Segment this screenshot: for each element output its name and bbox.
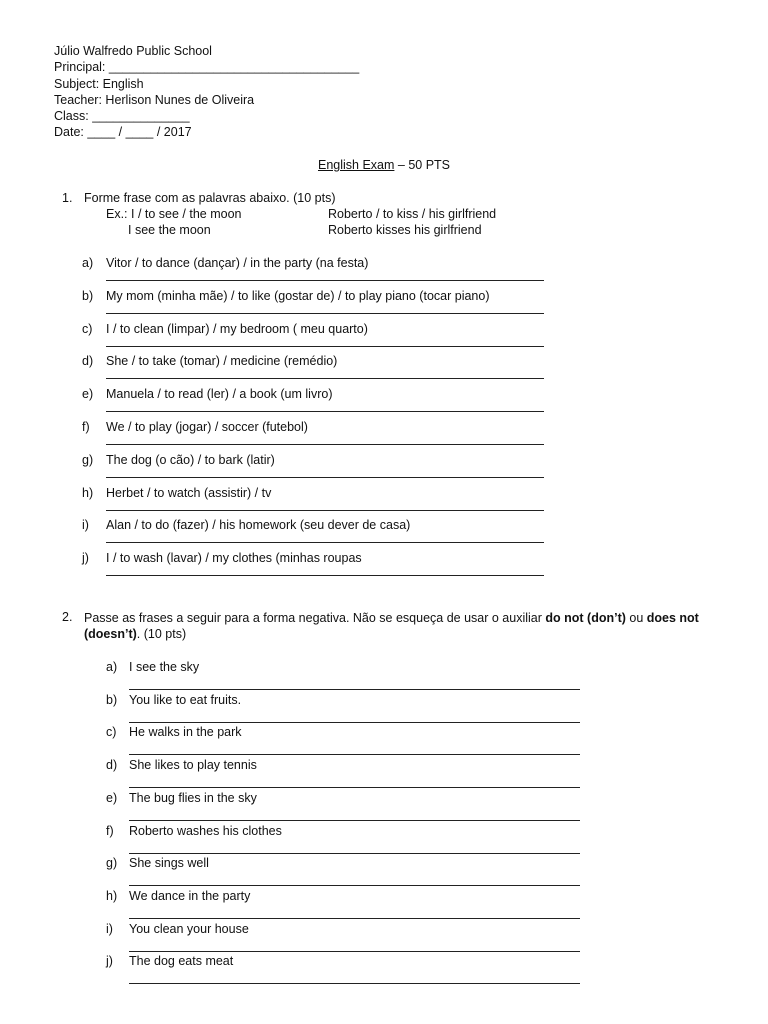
answer-line[interactable]	[129, 853, 580, 854]
date-field: Date: ____ / ____ / 2017	[54, 125, 192, 140]
answer-line[interactable]	[106, 444, 544, 445]
question-2-instruction	[84, 610, 724, 642]
answer-line[interactable]	[106, 346, 544, 347]
item-prompt: Roberto washes his clothes	[129, 823, 282, 838]
subject-field: Subject: English	[54, 76, 144, 91]
item-prompt: Manuela / to read (ler) / a book (um livro)	[106, 387, 333, 402]
item-prompt: I see the sky	[129, 660, 200, 674]
answer-line[interactable]	[129, 885, 580, 886]
item-letter: b)	[82, 288, 94, 303]
answer-line[interactable]	[129, 689, 580, 690]
item-prompt: She likes to play tennis	[129, 758, 257, 773]
item-letter: d)	[106, 758, 118, 773]
answer-line[interactable]	[129, 951, 580, 952]
item-prompt: I / to clean (limpar) / my bedroom ( meu quarto)	[106, 321, 368, 336]
answer-line[interactable]	[106, 542, 544, 543]
item-prompt: Alan / to do (fazer) / his homework (seu dever de casa)	[106, 518, 411, 533]
item-prompt: We dance in the party	[129, 888, 251, 903]
item-prompt: The dog eats meat	[129, 954, 234, 969]
example-a-prompt: Ex.: I / to see / the moon	[106, 207, 242, 221]
question-2-number: 2.	[62, 610, 73, 624]
example-a-answer: I see the moon	[128, 223, 211, 237]
item-prompt: You clean your house	[129, 921, 249, 936]
answer-line[interactable]	[129, 983, 580, 984]
class-field: Class: ______________	[54, 109, 190, 124]
item-prompt: He walks in the park	[129, 725, 242, 740]
item-letter: i)	[82, 518, 89, 533]
item-prompt: We / to play (jogar) / soccer (futebol)	[106, 420, 308, 434]
item-letter: e)	[106, 790, 118, 805]
answer-line[interactable]	[129, 820, 580, 821]
answer-line[interactable]	[129, 787, 580, 788]
item-prompt: Vitor / to dance (dançar) / in the party (na festa)	[106, 256, 369, 270]
answer-line[interactable]	[129, 722, 580, 723]
item-letter: j)	[106, 954, 113, 969]
answer-line[interactable]	[106, 411, 544, 412]
question-2-instruction-dont: do not (don’t)	[545, 611, 626, 625]
answer-line[interactable]	[129, 918, 580, 919]
item-letter: f)	[82, 420, 90, 434]
item-letter: c)	[82, 321, 93, 336]
answer-line[interactable]	[129, 754, 580, 755]
item-prompt: The dog (o cão) / to bark (latir)	[106, 452, 275, 467]
question-2-instruction-part-3: . (10 pts)	[136, 627, 187, 641]
item-letter: c)	[106, 725, 117, 740]
answer-line[interactable]	[106, 313, 544, 314]
item-letter: g)	[106, 856, 118, 871]
question-2-instruction-doesnt: does not (doesn’t)	[84, 611, 699, 641]
item-prompt: My mom (minha mãe) / to like (gostar de) / to play piano (tocar piano)	[106, 288, 490, 303]
item-prompt: You like to eat fruits.	[129, 692, 242, 707]
item-letter: h)	[82, 485, 94, 500]
item-prompt: She / to take (tomar) / medicine (remédio)	[106, 354, 338, 369]
item-letter: f)	[106, 823, 114, 838]
item-prompt: She sings well	[129, 856, 209, 871]
item-letter: a)	[106, 660, 118, 674]
item-prompt: The bug flies in the sky	[129, 790, 257, 805]
item-prompt: Herbet / to watch (assistir) / tv	[106, 485, 272, 500]
principal-field: Principal: ____________________________________	[54, 60, 360, 75]
answer-line[interactable]	[106, 378, 544, 379]
item-letter: h)	[106, 888, 118, 903]
answer-line[interactable]	[106, 510, 544, 511]
example-b-prompt: Roberto / to kiss / his girlfriend	[328, 207, 497, 221]
example-b-answer: Roberto kisses his girlfriend	[328, 223, 482, 237]
question-2-instruction-part-1: Passe as frases a seguir para a forma negativa. Não se esqueça de usar o auxiliar	[84, 611, 546, 625]
item-letter: d)	[82, 354, 94, 369]
item-letter: b)	[106, 692, 118, 707]
item-prompt: I / to wash (lavar) / my clothes (minhas roupas	[106, 551, 362, 566]
question-1-instruction: Forme frase com as palavras abaixo. (10 pts)	[84, 191, 336, 205]
item-letter: j)	[82, 551, 89, 566]
teacher-field: Teacher: Herlison Nunes de Oliveira	[54, 92, 255, 107]
question-1-number: 1.	[62, 191, 73, 205]
exam-header	[54, 43, 359, 141]
item-letter: a)	[82, 256, 94, 270]
exam-title-points: – 50 PTS	[394, 158, 451, 172]
item-letter: g)	[82, 452, 94, 467]
answer-line[interactable]	[106, 477, 544, 478]
answer-line[interactable]	[106, 280, 544, 281]
answer-line[interactable]	[106, 575, 544, 576]
question-2-instruction-part-2: ou	[625, 611, 647, 625]
exam-title-main: English Exam	[317, 158, 395, 172]
exam-title	[0, 158, 768, 172]
school-name: Júlio Walfredo Public School	[54, 44, 212, 58]
item-letter: i)	[106, 921, 113, 936]
item-letter: e)	[82, 387, 94, 402]
